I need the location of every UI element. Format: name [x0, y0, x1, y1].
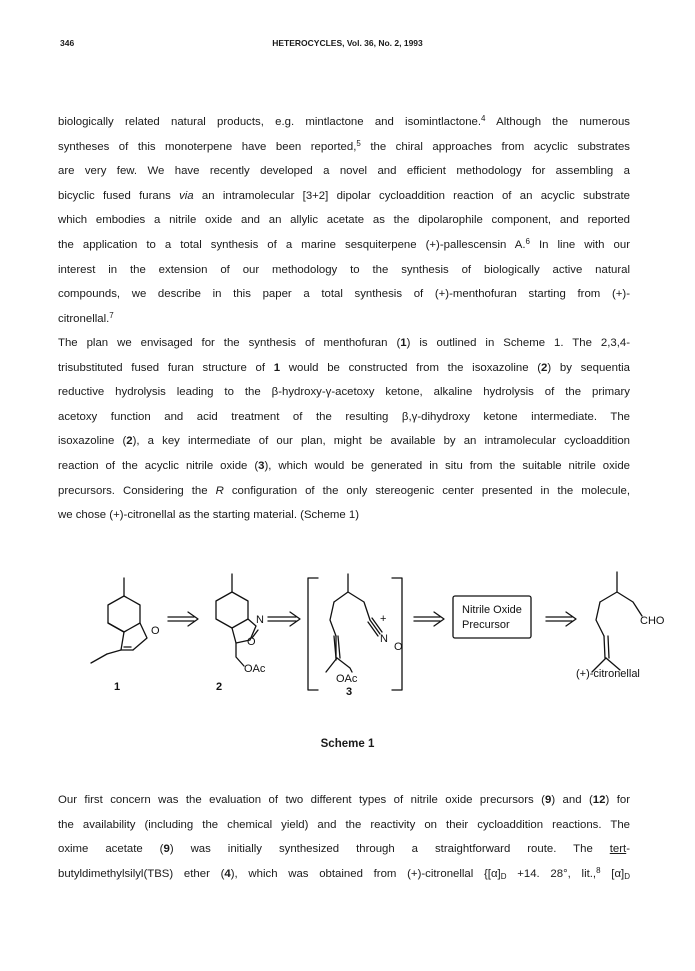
- text-line: bicyclic fused furans via an intramolecular [3+2] dipolar cycloaddition reaction of an acyclic substrate: [58, 189, 630, 202]
- nitrile-oxide-precursor-box: [453, 596, 531, 638]
- arrow-3: [414, 612, 444, 626]
- text-line: interest in the extension of our methodology to the synthesis of biologically active natural: [58, 263, 630, 276]
- text-line: the availability (including the chemical yield) and the reactivity on their cycloaddition reactions. The: [58, 818, 630, 831]
- atom-label: O: [247, 636, 256, 648]
- text-line: reductive hydrolysis leading to the β-hydroxy-γ-acetoxy ketone, alkaline hydrolysis of the primary: [58, 386, 630, 399]
- scheme-diagram: [0, 550, 695, 730]
- arrow-2: [268, 612, 300, 626]
- compound-3-structure: [326, 574, 382, 672]
- atom-label: CHO: [640, 615, 665, 627]
- text-line: we chose (+)-citronellal as the starting material. (Scheme 1): [58, 509, 360, 522]
- reference-5: 5: [356, 138, 361, 148]
- reference-6: 6: [525, 236, 530, 246]
- paragraph-evaluation: [58, 788, 630, 886]
- atom-label: N: [380, 633, 388, 645]
- compound-label-1: 1: [114, 681, 121, 693]
- scheme-caption: Scheme 1: [320, 738, 375, 750]
- atom-label: N: [256, 614, 264, 626]
- atom-label: O: [151, 625, 160, 637]
- compound-2-structure: [216, 574, 258, 666]
- atom-label: OAc: [244, 663, 266, 675]
- text-line: oxime acetate (9) was initially synthesized through a straightforward route. The tert-: [58, 843, 630, 856]
- text-line: isoxazoline (2), a key intermediate of our plan, might be available by an intramolecular cycloaddition: [58, 435, 630, 448]
- paragraph-intro: [58, 110, 630, 331]
- arrow-4: [546, 612, 576, 626]
- paragraph-plan: [58, 331, 630, 528]
- reference-7: 7: [109, 310, 114, 320]
- box-label-line-2: Precursor: [462, 619, 510, 631]
- text-line: Our first concern was the evaluation of two different types of nitrile oxide precursors (9) and (12) for: [58, 794, 630, 806]
- arrow-1: [168, 612, 198, 626]
- scheme-1-figure: [0, 550, 695, 730]
- text-line: are very few. We have recently developed a novel and efficient methodology for assembling a: [58, 165, 630, 178]
- text-line: citronellal.$^7$: [58, 310, 114, 325]
- text-line: compounds, we describe in this paper a total synthesis of (+)-menthofuran starting from (+)-: [58, 288, 630, 301]
- text-line: trisubstituted fused furan structure of 1 would be constructed from the isoxazoline (2) by sequentia: [58, 361, 630, 374]
- compound-label-3: 3: [346, 686, 353, 698]
- bracket-left: [308, 578, 318, 690]
- text-line: acetoxy function and acid treatment of the resulting β,γ-dihydroxy ketone intermediate. The: [58, 410, 630, 423]
- bracket-right: [392, 578, 402, 690]
- atom-label: OAc: [336, 673, 358, 685]
- citronellal-label: (+)-citronellal: [576, 668, 640, 680]
- text-line: reaction of the acyclic nitrile oxide (3), which would be generated in situ from the suitable nitrile oxide: [58, 459, 630, 472]
- compound-1-structure: [91, 578, 147, 663]
- box-label-line-1: Nitrile Oxide: [462, 604, 522, 616]
- page-number: 346: [60, 38, 75, 48]
- text-line: butyldimethylsilyl(TBS) ether (4), which was obtained from (+)-citronellal {$[\alpha]_D +14$. 28°, lit.,$^8$ $[\alpha]_D$: [58, 865, 630, 881]
- text-line: which embodies a nitrile oxide and an allylic acetate as the dipolarophile component, and reported: [58, 214, 630, 227]
- text-line: precursors. Considering the R configuration of the only stereogenic center presented in the molecule,: [58, 484, 630, 497]
- citronellal-structure: [592, 572, 642, 672]
- text-line: the application to a total synthesis of a marine sesquiterpene (+)-pallescensin A.$^6$ In line with our: [58, 236, 630, 251]
- text-line: biologically related natural products, e.g. mintlactone and isomintlactone.$^4$ Although the numerous: [58, 114, 630, 128]
- running-header: [0, 38, 695, 54]
- charge-label: +: [380, 613, 387, 625]
- text-line: The plan we envisaged for the synthesis of menthofuran (1) is outlined in Scheme 1. The 2,3,4-: [58, 337, 630, 349]
- compound-label-2: 2: [216, 681, 223, 693]
- reference-4: 4: [481, 114, 486, 123]
- text-line: syntheses of this monoterpene have been reported,$^5$ the chiral approaches from acyclic substrates: [58, 138, 630, 153]
- atom-label: O: [394, 641, 403, 653]
- journal-citation: HETEROCYCLES, Vol. 36, No. 2, 1993: [272, 38, 423, 48]
